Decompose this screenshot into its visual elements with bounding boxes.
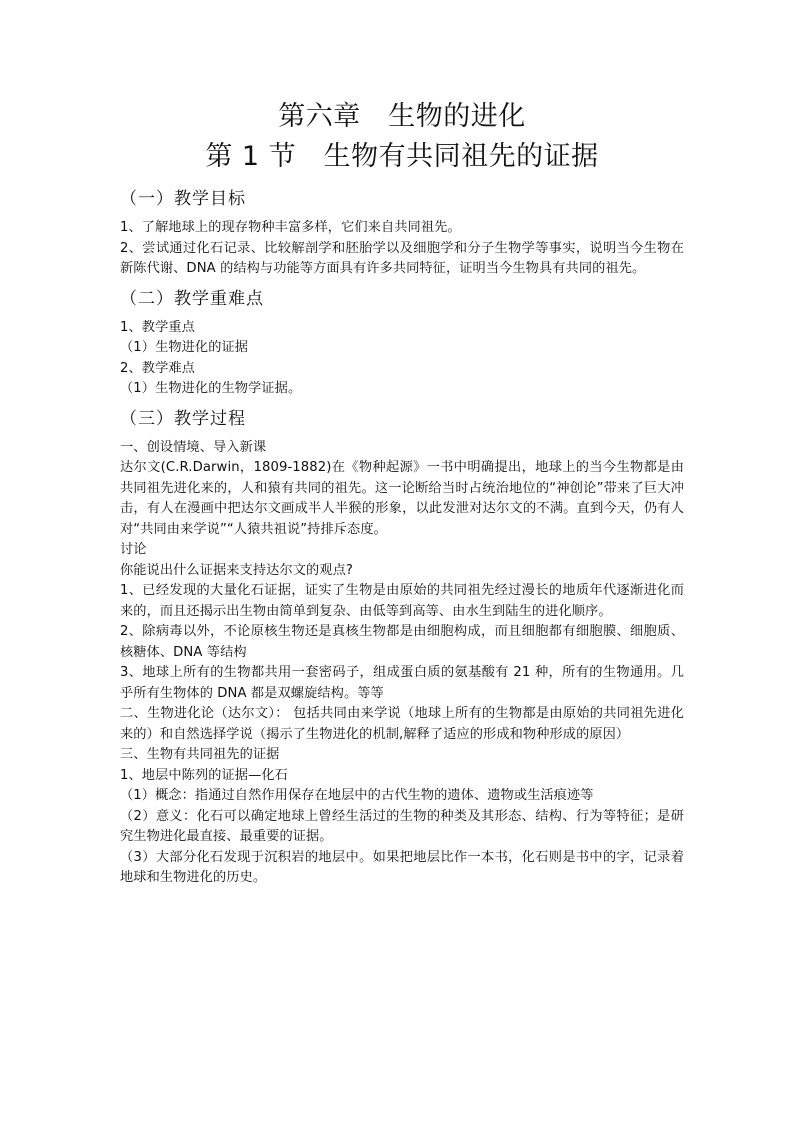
paragraph: （1）生物进化的证据 <box>120 340 249 355</box>
paragraph: （2）意义：化石可以确定地球上曾经生活过的生物的种类及其形态、结构、行为等特征；是研究生物进化最直接、最重要的证据。 <box>120 808 684 844</box>
paragraph: （3）大部分化石发现于沉积岩的地层中。如果把地层比作一本书，化石则是书中的字，记录着地球和生物进化的历史。 <box>120 849 684 885</box>
paragraph: 3、地球上所有的生物都共用一套密码子，组成蛋白质的氨基酸有 21 种，所有的生物通用。几乎所有生物体的 DNA 都是双螺旋结构。等等 <box>120 665 684 701</box>
paragraph: 1、已经发现的大量化石证据，证实了生物是由原始的共同祖先经过漫长的地质年代逐渐进化而来的，而且还揭示出生物由简单到复杂、由低等到高等、由水生到陆生的进化顺序。 <box>120 583 684 619</box>
paragraph: 二、生物进化论（达尔文）： 包括共同由来学说（地球上所有的生物都是由原始的共同祖先进化来的）和自然选择学说（揭示了生物进化的机制,解释了适应的形成和物种形成的原因） <box>120 706 684 742</box>
paragraph: 2、除病毒以外，不论原核生物还是真核生物都是由细胞构成，而且细胞都有细胞膜、细胞质、核糖体、DNA 等结构 <box>120 624 684 660</box>
document-page <box>120 98 684 893</box>
teaching-goals-section <box>120 186 684 280</box>
paragraph: 一、创设情境、导入新课 <box>120 439 267 455</box>
paragraph: （1）生物进化的生物学证据。 <box>120 381 302 396</box>
key-points-section <box>120 286 684 400</box>
paragraph: 三、生物有共同祖先的证据 <box>120 747 280 762</box>
paragraph: 2、尝试通过化石记录、比较解剖学和胚胎学以及细胞学和分子生物学等事实，说明当今生物在新陈代谢、DNA 的结构与功能等方面具有许多共同特征，证明当今生物具有共同的祖先。 <box>120 240 684 276</box>
paragraph: 你能说出什么证据来支持达尔文的观点? <box>120 562 353 578</box>
teaching-process-section <box>120 406 684 889</box>
paragraph: 2、教学难点 <box>120 360 195 376</box>
chapter-title: 第六章 生物的进化 <box>278 101 526 132</box>
paragraph: 1、了解地球上的现存物种丰富多样，它们来自共同祖先。 <box>120 220 461 235</box>
paragraph: 讨论 <box>120 542 147 557</box>
paragraph: 1、地层中陈列的证据—化石 <box>120 767 288 783</box>
paragraph: 1、教学重点 <box>120 319 195 335</box>
section-heading: （三）教学过程 <box>120 408 246 429</box>
section-heading: （二）教学重难点 <box>120 288 264 309</box>
section-heading: （一）教学目标 <box>120 189 246 209</box>
paragraph: （1）概念：指通过自然作用保存在地层中的古代生物的遗体、遗物或生活痕迹等 <box>120 788 594 803</box>
paragraph: 达尔文(C.R.Darwin，1809-1882)在《物种起源》一书中明确提出，地球上的当今生物都是由共同祖先进化来的，人和猿有共同的祖先。这一论断给当时占统治地位的“神创论”带来了巨大冲击，有人在漫画中把达尔文画成半人半猴的形象，以此发泄对达尔文的不满。直到今天，仍有人对“共同由来学说”“人猿共祖说”持排斥态度。 <box>120 460 684 537</box>
section-title: 第 1 节 生物有共同祖先的证据 <box>205 141 599 172</box>
